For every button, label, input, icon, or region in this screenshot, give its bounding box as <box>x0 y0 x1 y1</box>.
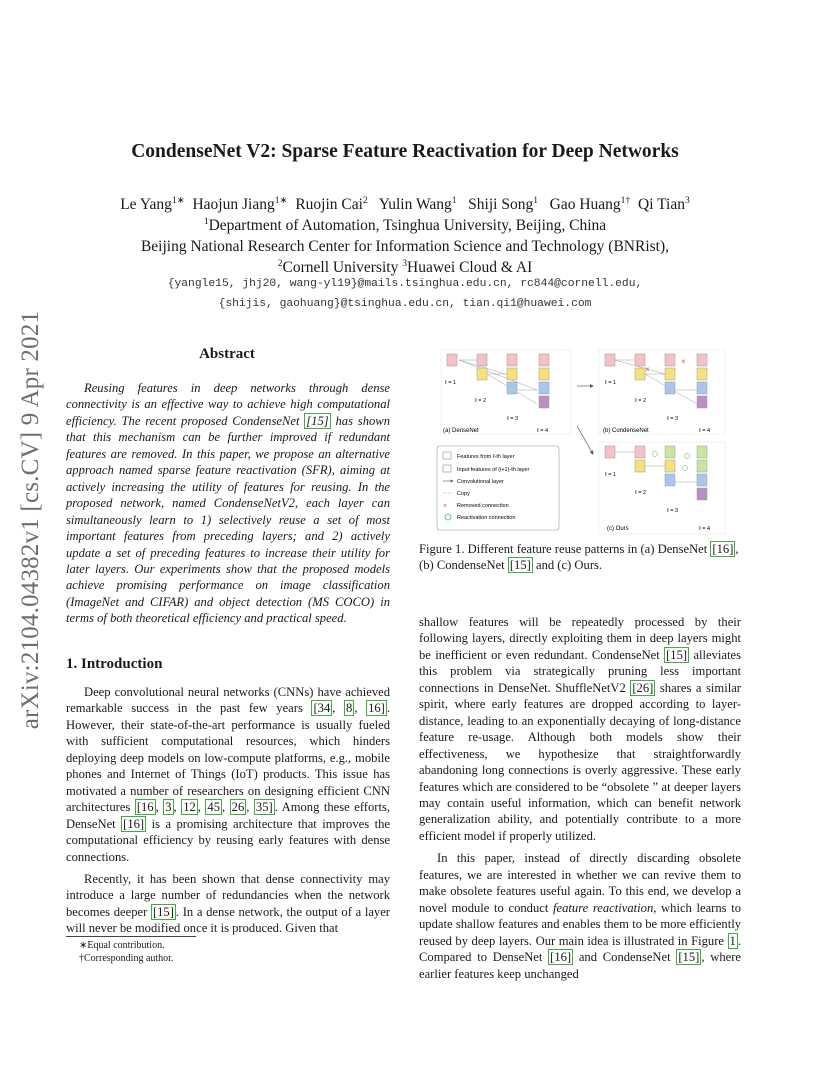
paper-title: CondenseNet V2: Sparse Feature Reactivation for Deep Networks <box>131 141 679 162</box>
citation-link[interactable]: 45 <box>207 800 221 815</box>
transition-arrow <box>577 426 593 454</box>
citation-link[interactable]: [15] <box>666 647 688 662</box>
layer-label: ℓ = 2 <box>635 490 647 496</box>
panel-densenet <box>441 350 571 434</box>
layer-label: ℓ = 4 <box>699 428 711 434</box>
layer-label: ℓ = 4 <box>699 526 711 532</box>
emails-line-1: {yangle15, jhj20, wang-yl19}@mails.tsinghua.edu.cn, rc844@cornell.edu, <box>167 278 643 290</box>
intro-left-column <box>66 684 390 937</box>
panel-b-label: (b) CondenseNet <box>603 428 649 434</box>
citation-link[interactable]: [15] <box>152 904 174 919</box>
citation-link[interactable]: [16] <box>712 542 734 556</box>
layer-label: ℓ = 3 <box>667 416 679 422</box>
arxiv-stamp: arXiv:2104.04382v1 [cs.CV] 9 Apr 2021 <box>17 310 44 730</box>
citation-link[interactable]: [16 <box>136 800 154 815</box>
intro-paragraph-1: Deep convolutional neural networks (CNNs) have achieved remarkable success in the past few years [34 , 8 , 16] . However, their state-of-the-art performance is usually fueled with sufficient computational resources, which hinders deploying deep models on low-compute platforms, e.g., mobile phones and Internet of Things (IoT) products. This issue has motivated a number of researchers on designing efficient CNN architectures [16 , 3 , 12 , 45 , 26 , 35] . Among these efforts, DenseNet [16] is a promising architecture that improves the computational efficiency by reusing early features with dense connections. <box>66 685 391 864</box>
affiliation-1: $^1$Department of Automation, Tsinghua University, Beijing, China <box>203 215 607 234</box>
abstract-paragraph: Reusing features in deep networks through dense connectivity is an effective way to achieve high computational efficiency. The recent proposed CondenseNet [15] has shown that this mechanism can be further improved if redundant features are removed. In this paper, we propose an alternative approach named sparse feature reactivation (SFR), aiming at actively increasing the utility of features for reusing. In the proposed network, named CondenseNetV2, each layer can simultaneously learn to 1) selectively reuse a set of most important features from preceding layers; and 2) actively update a set of preceding features to increase their utility for later layers. Our experiments show that the proposed models achieve promising performance on image classification (ImageNet and CIFAR) and object detection (MS COCO) in terms of both theoretical efficiency and practical speed. <box>66 381 391 626</box>
citation-link[interactable]: 12 <box>183 800 196 815</box>
author-block <box>60 194 750 278</box>
citation-link[interactable]: [16] <box>123 816 145 831</box>
footnote-corresponding-author: †Corresponding author. <box>79 953 174 964</box>
footnotes <box>79 939 173 965</box>
citation-link[interactable]: [15] <box>678 950 700 965</box>
citation-link[interactable]: 16] <box>368 701 385 716</box>
abstract-text <box>66 380 390 627</box>
citation-link[interactable]: 35] <box>255 800 273 815</box>
emails-line-2: {shijis, gaohuang}@tsinghua.edu.cn, tian.qi1@huawei.com <box>218 298 592 310</box>
layer-label: ℓ = 4 <box>537 428 549 434</box>
footnote-equal-contribution: ∗Equal contribution. <box>79 940 165 951</box>
intro-right-column <box>419 614 741 982</box>
footnote-rule <box>66 936 196 937</box>
figure-1-caption: Figure 1. Different feature reuse patterns in (a) DenseNet [16] , (b) CondenseNet [15] and (c) Ours. <box>419 542 739 573</box>
layer-label: ℓ = 1 <box>445 380 457 386</box>
panel-a-label: (a) DenseNet <box>443 428 479 434</box>
feature-box-icon <box>443 452 451 459</box>
citation-link[interactable]: [34 <box>313 701 331 716</box>
removed-connection-icon: × <box>645 365 650 374</box>
layer-label: ℓ = 2 <box>635 398 647 404</box>
legend-item: Removed connection <box>457 503 509 509</box>
input-feature-icon <box>443 465 451 472</box>
citation-link[interactable]: 8 <box>346 701 353 716</box>
panel-c-label: (c) Ours <box>607 526 629 532</box>
legend-item: Copy <box>457 491 470 497</box>
feature-reuse-diagram <box>419 346 739 536</box>
legend-item: Convolutional layer <box>457 479 504 485</box>
layer-label: ℓ = 1 <box>605 380 617 386</box>
abstract-heading: Abstract <box>199 346 255 362</box>
citation-link[interactable]: [15] <box>509 558 531 573</box>
citation-link[interactable]: 26 <box>231 800 245 815</box>
removed-connection-icon: × <box>681 357 686 366</box>
intro-paragraph-4: In this paper, instead of directly discarding obsolete features, we are interested in whether we can revive them to make obsolete features useful again. To this end, we develop a novel module to conduct feature reactivation, which learns to update shallow features and enables them to be more efficiently reused by deep layers. Our main idea is illustrated in Figure 1 . Compared to DenseNet [16] and CondenseNet [15] , where earlier features keep unchanged <box>419 851 741 981</box>
legend-item: Input features of (i+1)-th layer <box>457 467 530 473</box>
intro-paragraph-2: Recently, it has been shown that dense connectivity may introduce a large number of redundancies when the network becomes deeper [15] . In a dense network, the output of a layer will never be modified once it is produced. Given that <box>66 871 390 936</box>
intro-paragraph-3: shallow features will be repeatedly processed by their following layers, directly exploiting them in deep layers might be inefficient or even redundant. CondenseNet [15] alleviates this problem via strategically pruning less important connections in DenseNet. ShuffleNetV2 [26] shares a similar spirit, where early features are dropped according to layer-distance, leading to an exponentially decaying of long-distance feature re-usage. Although both models show their effectiveness, we hypothesize that straightforwardly abandoning long connections is overly aggressive. These early features which are considered to be “obsolete ” at deeper layers may contain useful information, which can benefit network generalization ability, and potentially contribute to a more efficient model if properly utilized. <box>419 615 741 843</box>
legend-item: Reactivation connection <box>457 515 516 521</box>
citation-link[interactable]: 3 <box>165 800 172 815</box>
panel-ours <box>599 442 725 534</box>
legend-item: Features from ℓ-th layer <box>457 454 515 460</box>
layer-label: ℓ = 2 <box>475 398 487 404</box>
citation-link[interactable]: [26] <box>632 680 654 695</box>
figure-1 <box>419 346 739 536</box>
layer-label: ℓ = 3 <box>507 416 519 422</box>
authors-line: Le Yang$^{1∗}$ Haojun Jiang$^{1∗}$ Ruojin Cai$^2$ Yulin Wang$^1$ Shiji Song$^1$ Gao Huang$^{1\dagger}$ Qi Tian$^3$ <box>120 194 690 213</box>
citation-link[interactable]: [15] <box>306 413 329 428</box>
citation-link[interactable]: [16] <box>550 950 572 965</box>
figure-legend <box>437 446 559 530</box>
reactivation-icon <box>445 514 451 520</box>
removed-connection-icon: × <box>443 503 448 510</box>
email-block <box>60 274 750 314</box>
introduction-heading: 1. Introduction <box>66 656 163 672</box>
layer-label: ℓ = 3 <box>667 508 679 514</box>
panel-condensenet <box>599 350 725 434</box>
layer-label: ℓ = 1 <box>605 472 617 478</box>
affiliation-2: Beijing National Research Center for Information Science and Technology (BNRist), <box>140 238 670 255</box>
figure-link[interactable]: 1 <box>729 933 736 948</box>
affiliation-3: $^2$Cornell University $^3$Huawei Cloud & AI <box>277 257 533 276</box>
